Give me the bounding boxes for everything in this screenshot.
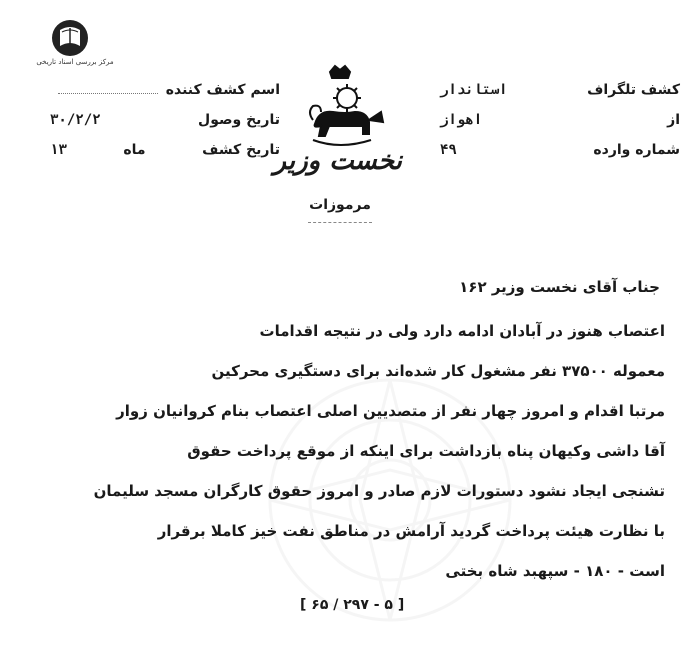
body-line-5: تشنجی ایجاد نشود دستورات لازم صادر و امروز حقوق کارگران مسجد سلیمان — [93, 482, 665, 500]
incoming-number-value: ۴۹ — [440, 142, 457, 158]
archive-reference-number: [ ۶۵ / ۲۹۷ - ۵ ] — [300, 597, 405, 613]
decode-month-label: ماه — [123, 142, 146, 158]
archive-logo-text: مرکز بررسی اسناد تاریخی — [36, 58, 114, 66]
from-office-value: استاندار — [440, 82, 508, 98]
from-value: اهواز — [440, 112, 483, 128]
body-line-1: اعتصاب هنوز در آبادان ادامه دارد ولی در نتیجه اقدامات — [259, 322, 665, 340]
from-label: از — [667, 112, 680, 128]
telegram-header-right — [440, 82, 680, 172]
document-title: نخست وزیر — [273, 146, 402, 176]
arrival-date-value: ۳۰/۲/۲ — [50, 112, 101, 128]
telegram-header-left — [50, 82, 280, 172]
body-line-6: با نظارت هیئت پرداخت گردید آرامش در مناطق نفت خیز کاملا برقرار — [157, 522, 665, 540]
body-line-4: آقا داشی وکیهان پناه بازداشت برای اینکه از موقع پرداخت حقوق — [187, 442, 665, 460]
document-subtitle: مرموزات — [309, 197, 371, 213]
salutation-line: جناب آقای نخست وزیر ۱۶۲ — [459, 278, 660, 296]
decoder-name-line — [58, 83, 158, 94]
body-line-3: مرتبا اقدام و امروز چهار نفر از متصدیین اصلی اعتصاب بنام کروانیان زوار — [116, 402, 665, 420]
decode-date-value: ۱۳ — [50, 142, 67, 158]
decode-date-label: تاریخ کشف — [202, 142, 280, 158]
archive-logo — [20, 18, 120, 68]
body-line-7-signature: است - ۱۸۰ - سپهبد شاه بختی — [445, 562, 665, 580]
decoder-name-label: اسم کشف کننده — [165, 82, 280, 98]
arrival-date-label: تاریخ وصول — [198, 112, 280, 128]
archive-emblem-icon — [50, 18, 90, 58]
body-line-2: معموله ۳۷۵۰۰ نفر مشغول کار شده‌اند برای دستگیری محرکین — [211, 362, 665, 380]
telegraph-label: کشف تلگراف — [587, 82, 680, 98]
subtitle-divider — [308, 222, 372, 223]
incoming-number-label: شماره وارده — [593, 142, 680, 158]
